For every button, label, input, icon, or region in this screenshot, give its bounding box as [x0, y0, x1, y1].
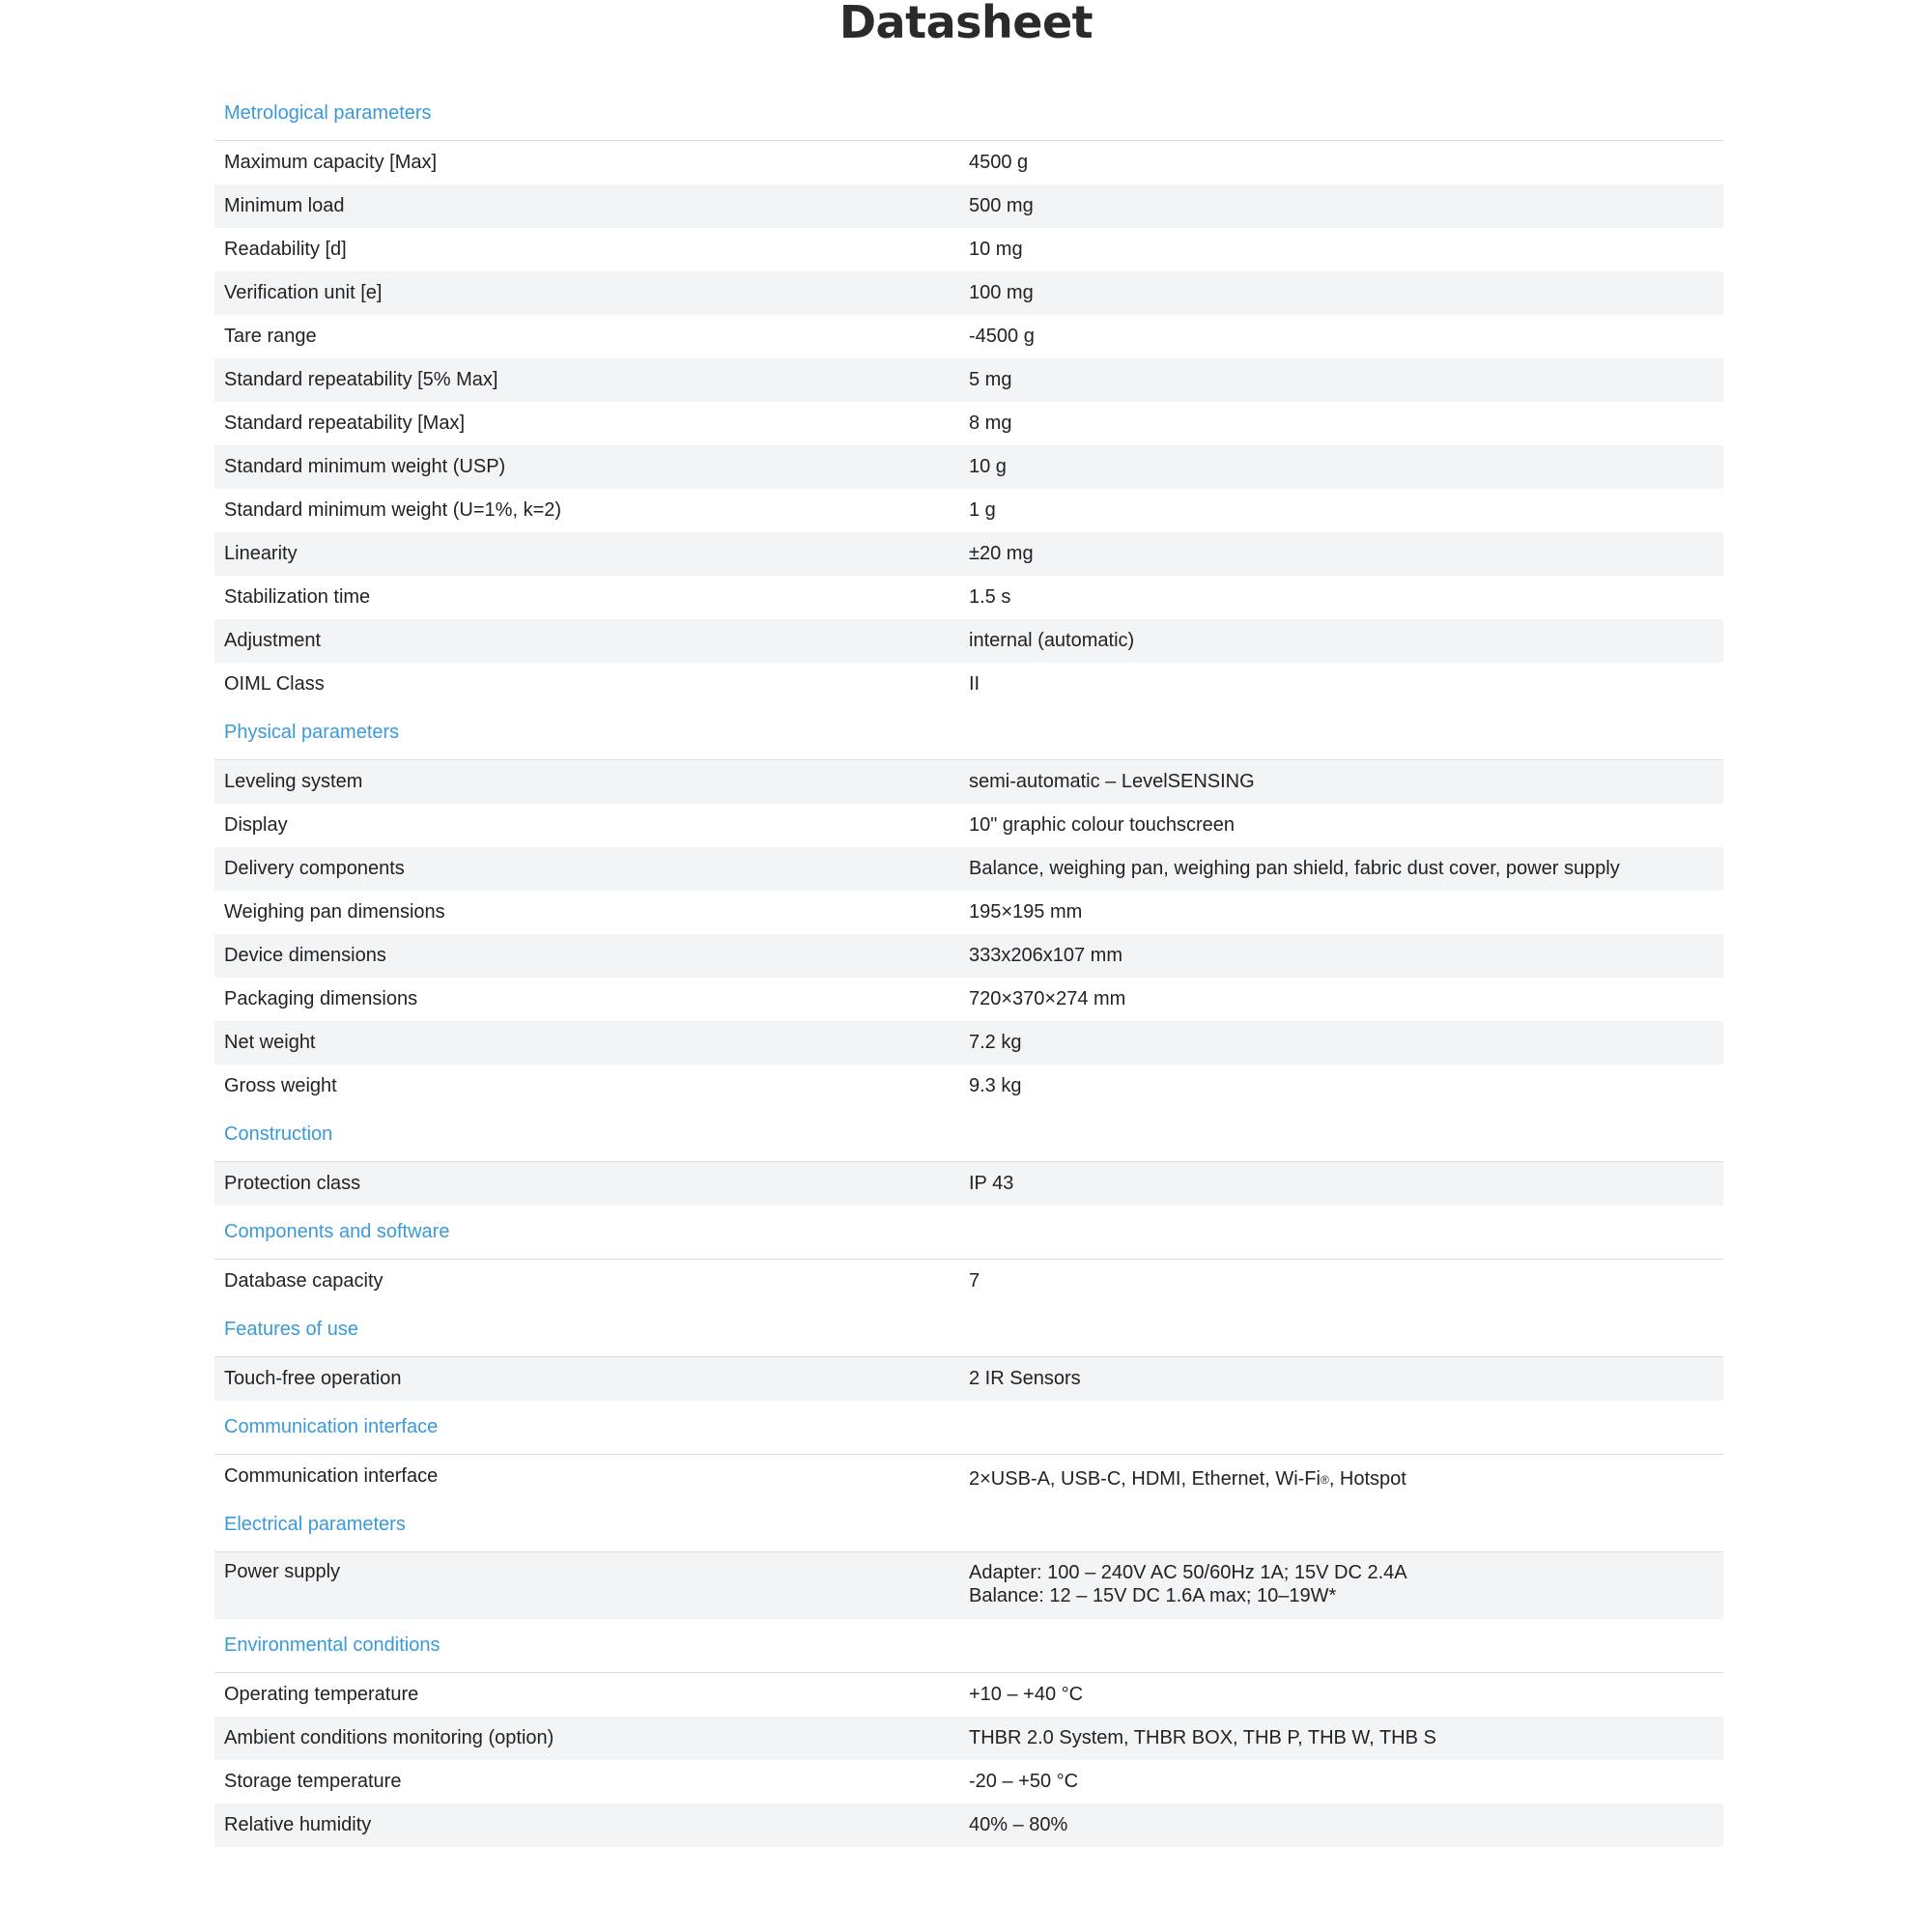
spec-label: Linearity [224, 543, 298, 564]
spec-label: Database capacity [224, 1270, 384, 1292]
spec-row [214, 1717, 1723, 1760]
spec-value: 1.5 s [969, 586, 1011, 608]
spec-row [214, 847, 1723, 891]
section-heading-environmental: Environmental conditions [214, 1619, 1723, 1673]
spec-label: Leveling system [224, 771, 363, 792]
spec-value: 10 mg [969, 239, 1023, 260]
spec-label: OIML Class [224, 673, 325, 695]
spec-value: 7 [969, 1270, 980, 1292]
spec-row [214, 532, 1723, 576]
section-heading-electrical: Electrical parameters [214, 1498, 1723, 1552]
spec-row [214, 1357, 1723, 1401]
spec-row [214, 185, 1723, 228]
spec-row [214, 760, 1723, 804]
spec-label: Weighing pan dimensions [224, 901, 445, 923]
spec-row [214, 1260, 1723, 1303]
spec-row [214, 1760, 1723, 1804]
spec-value-line: Balance: 12 – 15V DC 1.6A max; 10–19W* [969, 1585, 1337, 1606]
spec-label: Net weight [224, 1032, 316, 1053]
spec-label: Minimum load [224, 195, 345, 216]
spec-value-text: 2×USB-A, USB-C, HDMI, Ethernet, Wi-Fi [969, 1468, 1321, 1490]
spec-value: THBR 2.0 System, THBR BOX, THB P, THB W, THB S [969, 1727, 1436, 1748]
spec-label: Communication interface [224, 1465, 439, 1487]
spec-value: II [969, 673, 980, 695]
spec-label: Standard minimum weight (U=1%, k=2) [224, 499, 562, 521]
spec-row [214, 489, 1723, 532]
spec-value: 720×370×274 mm [969, 988, 1126, 1009]
spec-label: Tare range [224, 326, 317, 347]
spec-label: Adjustment [224, 630, 322, 651]
spec-value: ±20 mg [969, 543, 1034, 564]
spec-value: 500 mg [969, 195, 1034, 216]
spec-row [214, 1021, 1723, 1065]
spec-value: 7.2 kg [969, 1032, 1022, 1053]
spec-row [214, 1065, 1723, 1108]
spec-label: Protection class [224, 1173, 361, 1194]
spec-value: 40% – 80% [969, 1814, 1068, 1835]
spec-label: Storage temperature [224, 1771, 402, 1792]
spec-label: Ambient conditions monitoring (option) [224, 1727, 554, 1748]
spec-row [214, 934, 1723, 978]
spec-value: 195×195 mm [969, 901, 1083, 923]
spec-value: Balance, weighing pan, weighing pan shield, fabric dust cover, power supply [969, 858, 1620, 879]
spec-value-text: , Hotspot [1328, 1468, 1406, 1490]
spec-label: Gross weight [224, 1075, 337, 1096]
spec-value: 1 g [969, 499, 996, 521]
spec-row [214, 891, 1723, 934]
section-heading-communication: Communication interface [214, 1401, 1723, 1455]
section-heading-features: Features of use [214, 1303, 1723, 1357]
spec-value: 9.3 kg [969, 1075, 1022, 1096]
spec-value: 333x206x107 mm [969, 945, 1122, 966]
spec-row [214, 315, 1723, 358]
spec-value: 8 mg [969, 412, 1012, 434]
spec-label: Standard minimum weight (USP) [224, 456, 506, 477]
spec-label: Verification unit [e] [224, 282, 383, 303]
spec-value: internal (automatic) [969, 630, 1135, 651]
section-heading-components: Components and software [214, 1206, 1723, 1260]
spec-label: Standard repeatability [5% Max] [224, 369, 498, 390]
spec-value: -20 – +50 °C [969, 1771, 1079, 1792]
spec-value: 5 mg [969, 369, 1012, 390]
spec-row [214, 576, 1723, 619]
spec-label: Device dimensions [224, 945, 386, 966]
spec-value-line: Adapter: 100 – 240V AC 50/60Hz 1A; 15V DC 2.4A [969, 1562, 1407, 1583]
spec-row [214, 271, 1723, 315]
spec-row [214, 141, 1723, 185]
spec-value: 2×USB-A, USB-C, HDMI, Ethernet, Wi-Fi ® , Hotspot [969, 1468, 1406, 1490]
spec-label: Relative humidity [224, 1814, 372, 1835]
spec-label: Operating temperature [224, 1684, 419, 1705]
spec-row [214, 228, 1723, 271]
spec-label: Maximum capacity [Max] [224, 152, 438, 173]
spec-label: Standard repeatability [Max] [224, 412, 466, 434]
spec-value: +10 – +40 °C [969, 1684, 1084, 1705]
spec-label: Readability [d] [224, 239, 347, 260]
spec-value: 10" graphic colour touchscreen [969, 814, 1236, 836]
spec-value [969, 1552, 1723, 1619]
spec-row [214, 619, 1723, 663]
spec-row [214, 1162, 1723, 1206]
spec-label: Power supply [224, 1561, 341, 1582]
spec-row [214, 663, 1723, 706]
spec-value: 4500 g [969, 152, 1029, 173]
spec-label: Display [224, 814, 288, 836]
spec-row [214, 978, 1723, 1021]
spec-label: Packaging dimensions [224, 988, 418, 1009]
spec-row [214, 358, 1723, 402]
section-heading-construction: Construction [214, 1108, 1723, 1162]
spec-value: semi-automatic – LevelSENSING [969, 771, 1255, 792]
section-heading-physical: Physical parameters [214, 706, 1723, 760]
page-title: Datasheet [838, 0, 1094, 48]
spec-value: IP 43 [969, 1173, 1014, 1194]
section-heading-metrological: Metrological parameters [214, 87, 1723, 141]
spec-row [214, 1552, 1723, 1619]
spec-row [214, 1455, 1723, 1498]
spec-value: -4500 g [969, 326, 1035, 347]
spec-value: 100 mg [969, 282, 1034, 303]
spec-label: Stabilization time [224, 586, 371, 608]
spec-label: Delivery components [224, 858, 405, 879]
spec-row [214, 1804, 1723, 1847]
spec-row [214, 804, 1723, 847]
spec-row [214, 1673, 1723, 1717]
spec-row [214, 445, 1723, 489]
spec-row [214, 402, 1723, 445]
datasheet-table [214, 87, 1723, 1847]
spec-label: Touch-free operation [224, 1368, 402, 1389]
spec-value: 2 IR Sensors [969, 1368, 1081, 1389]
spec-value: 10 g [969, 456, 1007, 477]
